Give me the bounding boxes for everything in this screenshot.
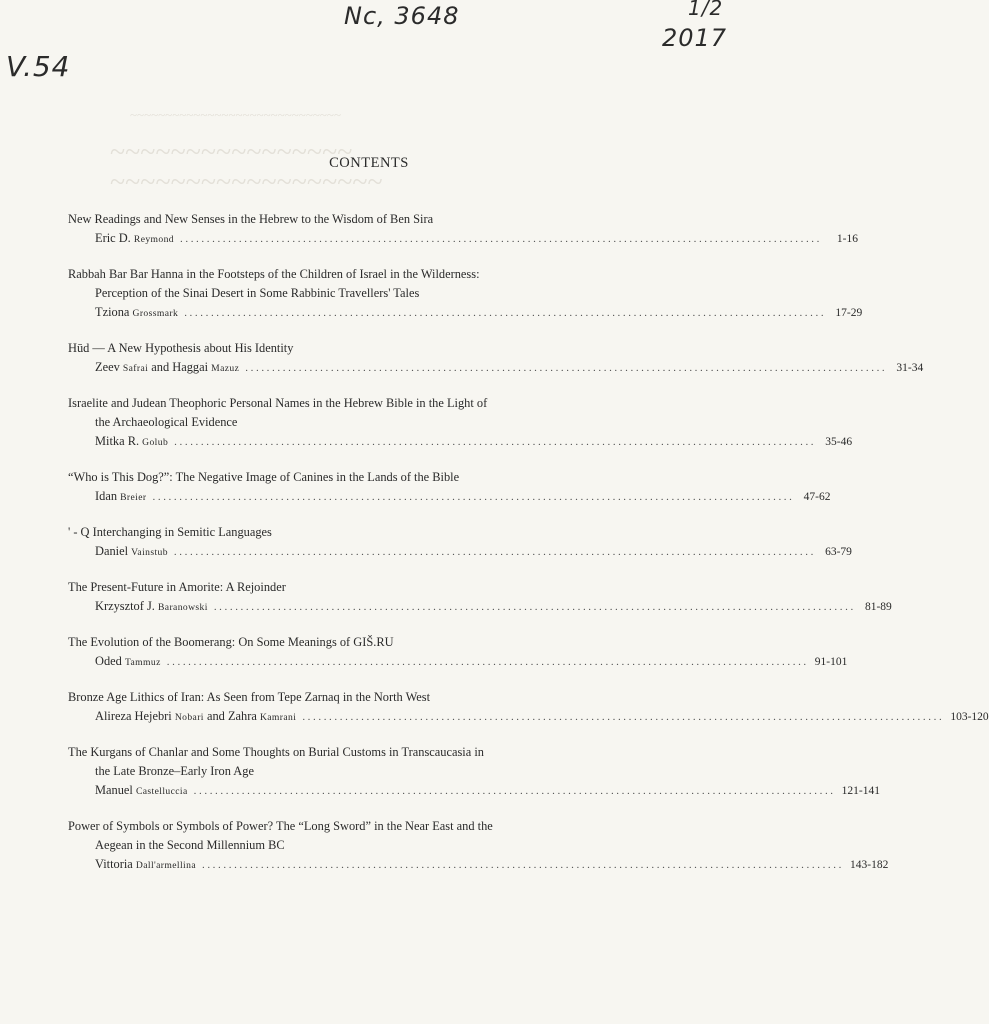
author: Zeev Safrai and Haggai Mazuz (95, 360, 240, 374)
author: Eric D. Reymond (95, 231, 174, 245)
leader-dots: ........................................................................................................................ (166, 656, 809, 668)
leader-dots: ........................................................................................................................ (302, 711, 945, 723)
page-range: 143-182 (849, 859, 889, 871)
entry-title: The Present-Future in Amorite: A Rejoinder (68, 580, 286, 594)
leader-dots: ........................................................................................................................ (173, 546, 816, 558)
entry-title: ' - Q Interchanging in Semitic Languages (68, 525, 272, 539)
toc-entry (68, 817, 889, 875)
author-row (68, 781, 880, 801)
toc-entry (68, 688, 989, 727)
page-range: 121-141 (841, 785, 880, 797)
author-row (68, 432, 853, 452)
author: Daniel Vainstub (95, 544, 168, 558)
leader-dots: ........................................................................................................................ (193, 785, 836, 797)
author-row (68, 358, 924, 378)
page-range: 17-29 (835, 307, 863, 319)
page-range: 91-101 (814, 656, 848, 668)
author: Tziona Grossmark (95, 305, 179, 319)
toc-entry (68, 394, 853, 452)
leader-dots: ........................................................................................................................ (184, 307, 827, 319)
toc-entry (68, 265, 863, 323)
author: Manuel Castelluccia (95, 783, 188, 797)
entry-title: The Kurgans of Chanlar and Some Thoughts on Burial Customs in Transcaucasia in (68, 745, 484, 759)
handwritten-issue-note: 1/2 (688, 0, 724, 20)
toc-entry (68, 578, 892, 617)
page-range: 63-79 (825, 546, 852, 558)
page-title: CONTENTS (329, 155, 409, 171)
entry-title: New Readings and New Senses in the Hebrew to the Wisdom of Ben Sira (68, 212, 434, 226)
author-row (68, 707, 989, 727)
leader-dots: ........................................................................................................................ (174, 436, 817, 448)
entry-title: “Who is This Dog?”: The Negative Image of Canines in the Lands of the Bible (68, 470, 460, 484)
handwritten-year-note: 2017 (662, 24, 728, 52)
entry-title-continued: the Archaeological Evidence (95, 415, 238, 429)
author: Alireza Hejebri Nobari and Zahra Kamrani (95, 709, 297, 723)
page-range: 1-16 (836, 233, 858, 245)
author: Mitka R. Golub (95, 434, 169, 448)
author-row (68, 652, 848, 672)
entry-title: Bronze Age Lithics of Iran: As Seen from Tepe Zarnaq in the North West (68, 690, 431, 704)
toc-entry (68, 523, 852, 562)
entry-title: Power of Symbols or Symbols of Power? The “Long Sword” in the Near East and the (68, 819, 493, 833)
toc-entry (68, 633, 848, 672)
author-row (68, 303, 863, 323)
handwritten-volume-note: V.54 (6, 50, 71, 83)
leader-dots: ........................................................................................................................ (152, 491, 795, 503)
author: Vittoria Dall'armellina (95, 857, 196, 871)
author-row (68, 542, 852, 562)
author-row (68, 229, 858, 249)
leader-dots: ........................................................................................................................ (245, 362, 888, 374)
leader-dots: ........................................................................................................................ (201, 859, 844, 871)
page-range: 81-89 (864, 601, 892, 613)
author: Krzysztof J. Baranowski (95, 599, 208, 613)
author: Oded Tammuz (95, 654, 161, 668)
table-of-contents (68, 210, 989, 891)
author-row (68, 855, 889, 875)
page-range: 103-120 (950, 711, 989, 723)
entry-title: The Evolution of the Boomerang: On Some Meanings of GIŠ.RU (68, 635, 394, 649)
entry-title: Hūd — A New Hypothesis about His Identity (68, 341, 294, 355)
show-through-text: ~~~~~~~~~~~~~~~~~~~~~~~~~~~~~~ ~~~~~~~~~~~~~~~~ ~~~~~~~~~~~~~~~~~~ (110, 107, 383, 198)
page-range: 35-46 (825, 436, 853, 448)
entry-title: Israelite and Judean Theophoric Personal Names in the Hebrew Bible in the Light of (68, 396, 488, 410)
entry-title-continued: Perception of the Sinai Desert in Some Rabbinic Travellers' Tales (95, 286, 420, 300)
page-range: 47-62 (803, 491, 831, 503)
toc-entry (68, 339, 924, 378)
author-row (68, 597, 892, 617)
leader-dots: ........................................................................................................................ (213, 601, 856, 613)
toc-entry (68, 210, 858, 249)
author: Idan Breier (95, 489, 147, 503)
entry-title-continued: Aegean in the Second Millennium BC (95, 838, 285, 852)
author-row (68, 487, 831, 507)
toc-entry (68, 743, 880, 801)
toc-entry (68, 468, 831, 507)
handwritten-shelfmark: Nc, 3648 (344, 2, 460, 30)
entry-title-continued: the Late Bronze–Early Iron Age (95, 764, 254, 778)
page-range: 31-34 (896, 362, 924, 374)
entry-title: Rabbah Bar Bar Hanna in the Footsteps of the Children of Israel in the Wilderness: (68, 267, 480, 281)
leader-dots: ........................................................................................................................ (180, 233, 822, 245)
